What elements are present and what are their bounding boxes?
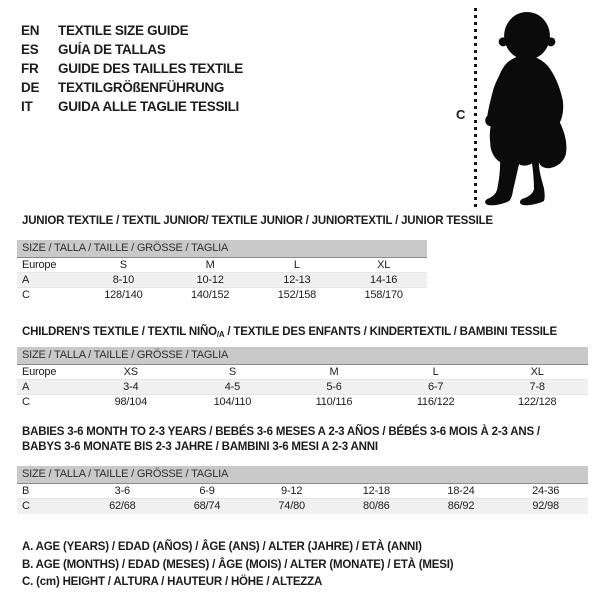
table-cell: 140/152 [190,289,230,301]
table-cell: XL [377,259,391,271]
guide-title-text: TEXTILE SIZE GUIDE [58,23,189,38]
height-dashed-line [474,8,477,210]
table-cell: 110/116 [315,396,353,408]
table-cell: 74/80 [278,500,305,512]
table-cell: 4-5 [224,381,241,393]
footnote-c: C. (cm) HEIGHT / ALTURA / HAUTEUR / HÖHE / ALTEZZA [22,576,323,588]
language-code: IT [21,99,33,114]
babies-title-line2: BABYS 3-6 MONATE BIS 2-3 JAHRE / BAMBINI 3-6 MESI A 2-3 ANNI [22,441,378,453]
toddler-silhouette-icon [481,9,575,210]
table-cell: 3-6 [114,485,130,497]
junior-table-title: JUNIOR TEXTILE / TEXTIL JUNIOR/ TEXTILE JUNIOR / JUNIORTEXTIL / JUNIOR TESSILE [22,215,493,227]
table-cell: 152/158 [277,289,317,301]
table-cell: M [329,366,339,378]
language-row-en [21,21,243,40]
table-cell: 10-12 [196,274,224,286]
table-cell: 3-4 [123,381,139,393]
table-cell: 80/86 [363,500,390,512]
table-cell: XL [530,366,544,378]
language-code: FR [21,61,39,76]
children-title-text: / TEXTILE DES ENFANTS / KINDERTEXTIL / BAMBINI TESSILE [224,326,557,338]
language-row-fr [21,59,243,78]
language-code: ES [21,42,39,57]
table-cell: 86/92 [447,500,475,512]
footnote-b: B. AGE (MONTHS) / EDAD (MESES) / ÂGE (MOIS) / ALTER (MONATE) / ETÀ (MESI) [22,558,454,571]
table-cell: 12-18 [362,485,390,497]
table-cell: 122/128 [518,396,557,408]
table-cell: S [119,259,127,271]
row-label-cell: A [22,274,30,286]
table-cell: 7-8 [529,381,545,393]
language-code: DE [21,80,40,95]
table-cell: L [432,366,439,378]
table-cell: 128/140 [104,289,143,301]
table-cell: 6-9 [199,485,215,497]
junior-size-table [17,240,427,303]
babies-title-line1: BABIES 3-6 MONTH TO 2-3 YEARS / BEBÉS 3-6 MESES A 2-3 AÑOS / BÉBÉS 3-6 MOIS À 2-3 ANS / [22,426,540,438]
table-row [17,499,588,514]
row-label-cell: C [22,500,30,512]
table-cell: S [228,366,236,378]
guide-title-text: GUIDE DES TAILLES TEXTILE [58,61,244,76]
babies-table-title [22,425,540,455]
children-title-text: CHILDREN'S TEXTILE / TEXTIL NIÑO [22,326,217,338]
table-cell: L [293,259,300,271]
table-cell: 8-10 [112,274,134,286]
table-cell: 158/170 [364,289,403,301]
table-cell: 14-16 [370,274,398,286]
table-cell: 62/68 [109,500,136,512]
table-cell: 116/122 [416,396,455,408]
row-label-cell: A [22,381,30,393]
table-row [17,380,588,395]
table-row [17,258,427,273]
table-cell: 9-12 [281,485,303,497]
table-row [17,395,588,410]
language-row-de [21,78,243,97]
row-label-cell: C [22,396,30,408]
size-header-bar: SIZE / TALLA / TAILLE / GRÖSSE / TAGLIA [17,466,588,484]
footnotes-block [22,539,453,592]
height-measure-label: C [456,107,466,122]
table-row [17,273,427,288]
language-row-it [21,97,243,116]
babies-size-table [17,466,588,514]
table-cell: M [205,259,215,271]
table-cell: 68/74 [193,500,221,512]
guide-title-text: TEXTILGRÖßENFÜHRUNG [58,80,225,95]
size-header-bar: SIZE / TALLA / TAILLE / GRÖSSE / TAGLIA [17,240,427,258]
guide-title-text: GUIDA ALLE TAGLIE TESSILI [58,99,239,114]
footnote-a: A. AGE (YEARS) / EDAD (AÑOS) / ÂGE (ANS) / ALTER (JAHRE) / ETÀ (ANNI) [22,541,422,553]
row-label-cell: C [22,289,30,301]
row-label-cell: Europe [22,259,57,271]
table-cell: 104/110 [213,396,252,408]
table-row [17,288,427,303]
table-cell: 98/104 [114,396,148,408]
row-label-cell: B [22,485,30,497]
language-row-es [21,40,243,59]
table-cell: 24-36 [532,485,560,497]
table-cell: 18-24 [447,485,475,497]
language-code: EN [21,23,40,38]
table-cell: 92/98 [532,500,559,512]
table-cell: 6-7 [427,381,444,393]
row-label-cell: Europe [22,366,57,378]
table-cell: 5-6 [326,381,342,393]
table-row [17,365,588,380]
table-cell: 12-13 [283,274,311,286]
size-header-bar: SIZE / TALLA / TAILLE / GRÖSSE / TAGLIA [17,347,588,365]
language-title-block [21,21,243,116]
children-title-subscript: /A [216,330,225,339]
guide-title-text: GUÍA DE TALLAS [58,42,166,57]
children-table-title [22,326,557,339]
table-row [17,484,588,499]
children-size-table [17,347,588,410]
table-cell: XS [123,366,138,378]
